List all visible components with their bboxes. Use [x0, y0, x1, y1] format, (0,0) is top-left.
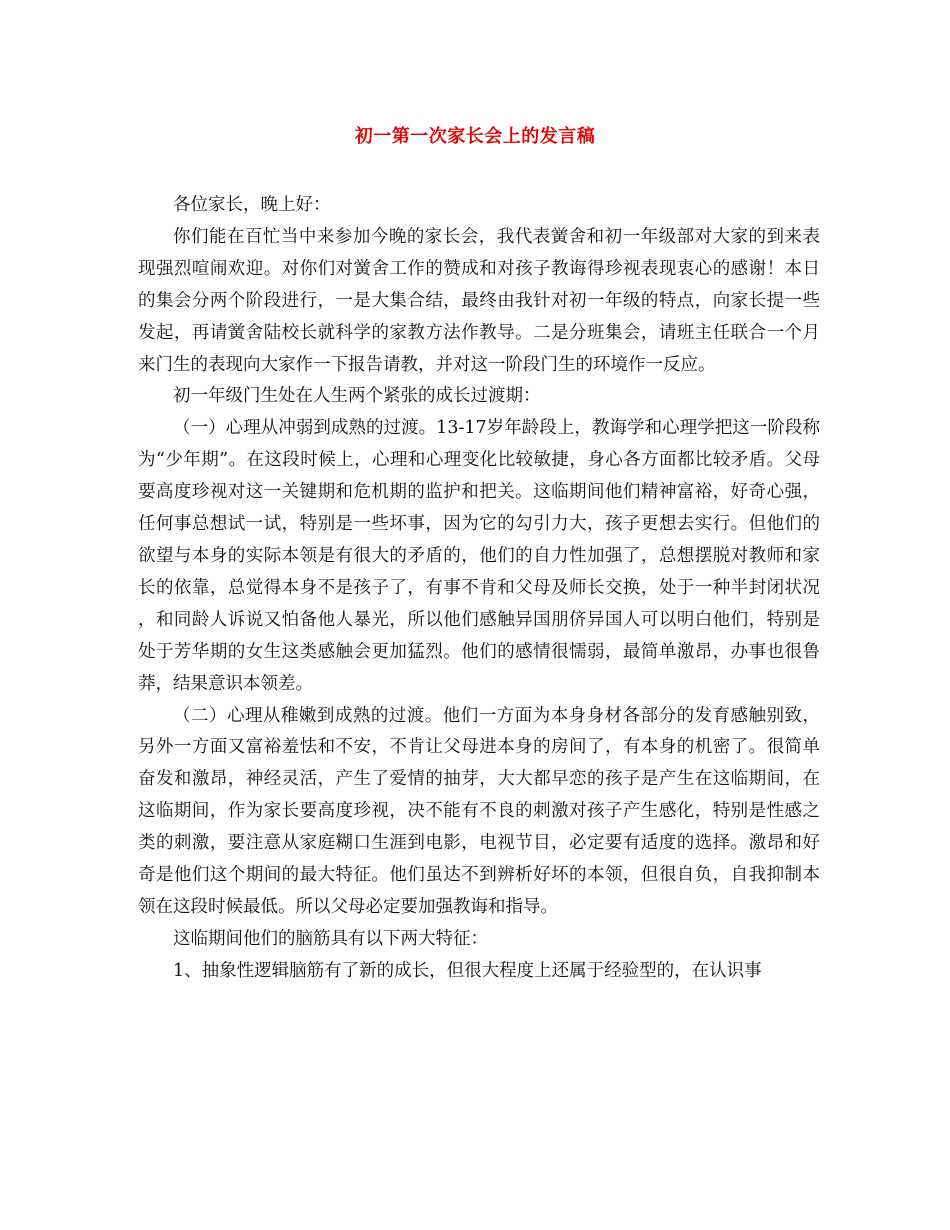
paragraph-thinking-features-intro: 这临期间他们的脑筋具有以下两大特征：: [173, 928, 488, 949]
paragraph-physical-transition: （二）心理从稚嫩到成熟的过渡。他们一方面为本身身材各部分的发育感触别致，另外一方面又富裕羞怯和不安，不肯让父母进本身的房间了，有本身的机密了。很简单奋发和激昂，神经灵活，产生了爱情的抽芽，大大都早恋的孩子是产生在这临期间，在这临期间，作为家长要高度珍视，决不能有不良的刺激对孩子产生感化，特别是性感之类的刺激，要注意从家庭糊口生涯到电影，电视节目，必定要有适度的选择。激昂和好奇是他们这个期间的最大特征。他们虽达不到辨析好坏的本领，但很自负，自我抑制本领在这段时候最低。所以父母必定要加强教诲和指导。: [138, 705, 820, 917]
paragraph-feature-one: 1、抽象性逻辑脑筋有了新的成长，但很大程度上还属于经验型的，在认识事: [173, 960, 762, 981]
paragraph-welcome: 你们能在百忙当中来参加今晚的家长会，我代表黉舍和初一年级部对大家的到来表现强烈喧闹欢迎。对你们对黉舍工作的赞成和对孩子教诲得珍视表现衷心的感谢！本日的集会分两个阶段进行，一是大集合结，最终由我针对初一年级的特点，向家长提一些发起，再请黉舍陆校长就科学的家教方法作教导。二是分班集会，请班主任联合一个月来门生的表现向大家作一下报告请教，并对这一阶段门生的环境作一反应。: [138, 226, 820, 375]
document-title: 初一第一次家长会上的发言稿: [354, 126, 596, 147]
paragraph-greeting: 各位家长，晚上好：: [173, 195, 331, 215]
document-body: [138, 190, 820, 988]
paragraph-transition-intro: 初一年级门生处在人生两个紧张的成长过渡期：: [173, 386, 541, 407]
paragraph-psychological-transition: （一）心理从冲弱到成熟的过渡。13-17岁年龄段上，教诲学和心理学把这一阶段称为“少年期”。在这段时候上，心理和心理变化比较敏捷，身心各方面都比较矛盾。父母要高度珍视对这一关键期和危机期的监护和把关。这临期间他们精神富裕，好奇心强，任何事总想试一试，特别是一些坏事，因为它的勾引力大，孩子更想去实行。但他们的欲望与本身的实际本领是有很大的矛盾的，他们的自力性加强了，总想摆脱对教师和家长的依靠，总觉得本身不是孩子了，有事不肯和父母及师长交换，处于一种半封闭状况，和同龄人诉说又怕备他人暴光，所以他们感触异国朋侪异国人可以明白他们，特别是处于芳华期的女生这类感触会更加猛烈。他们的感情很懦弱，最简单激昂，办事也很鲁莽，结果意识本领差。: [138, 418, 820, 694]
